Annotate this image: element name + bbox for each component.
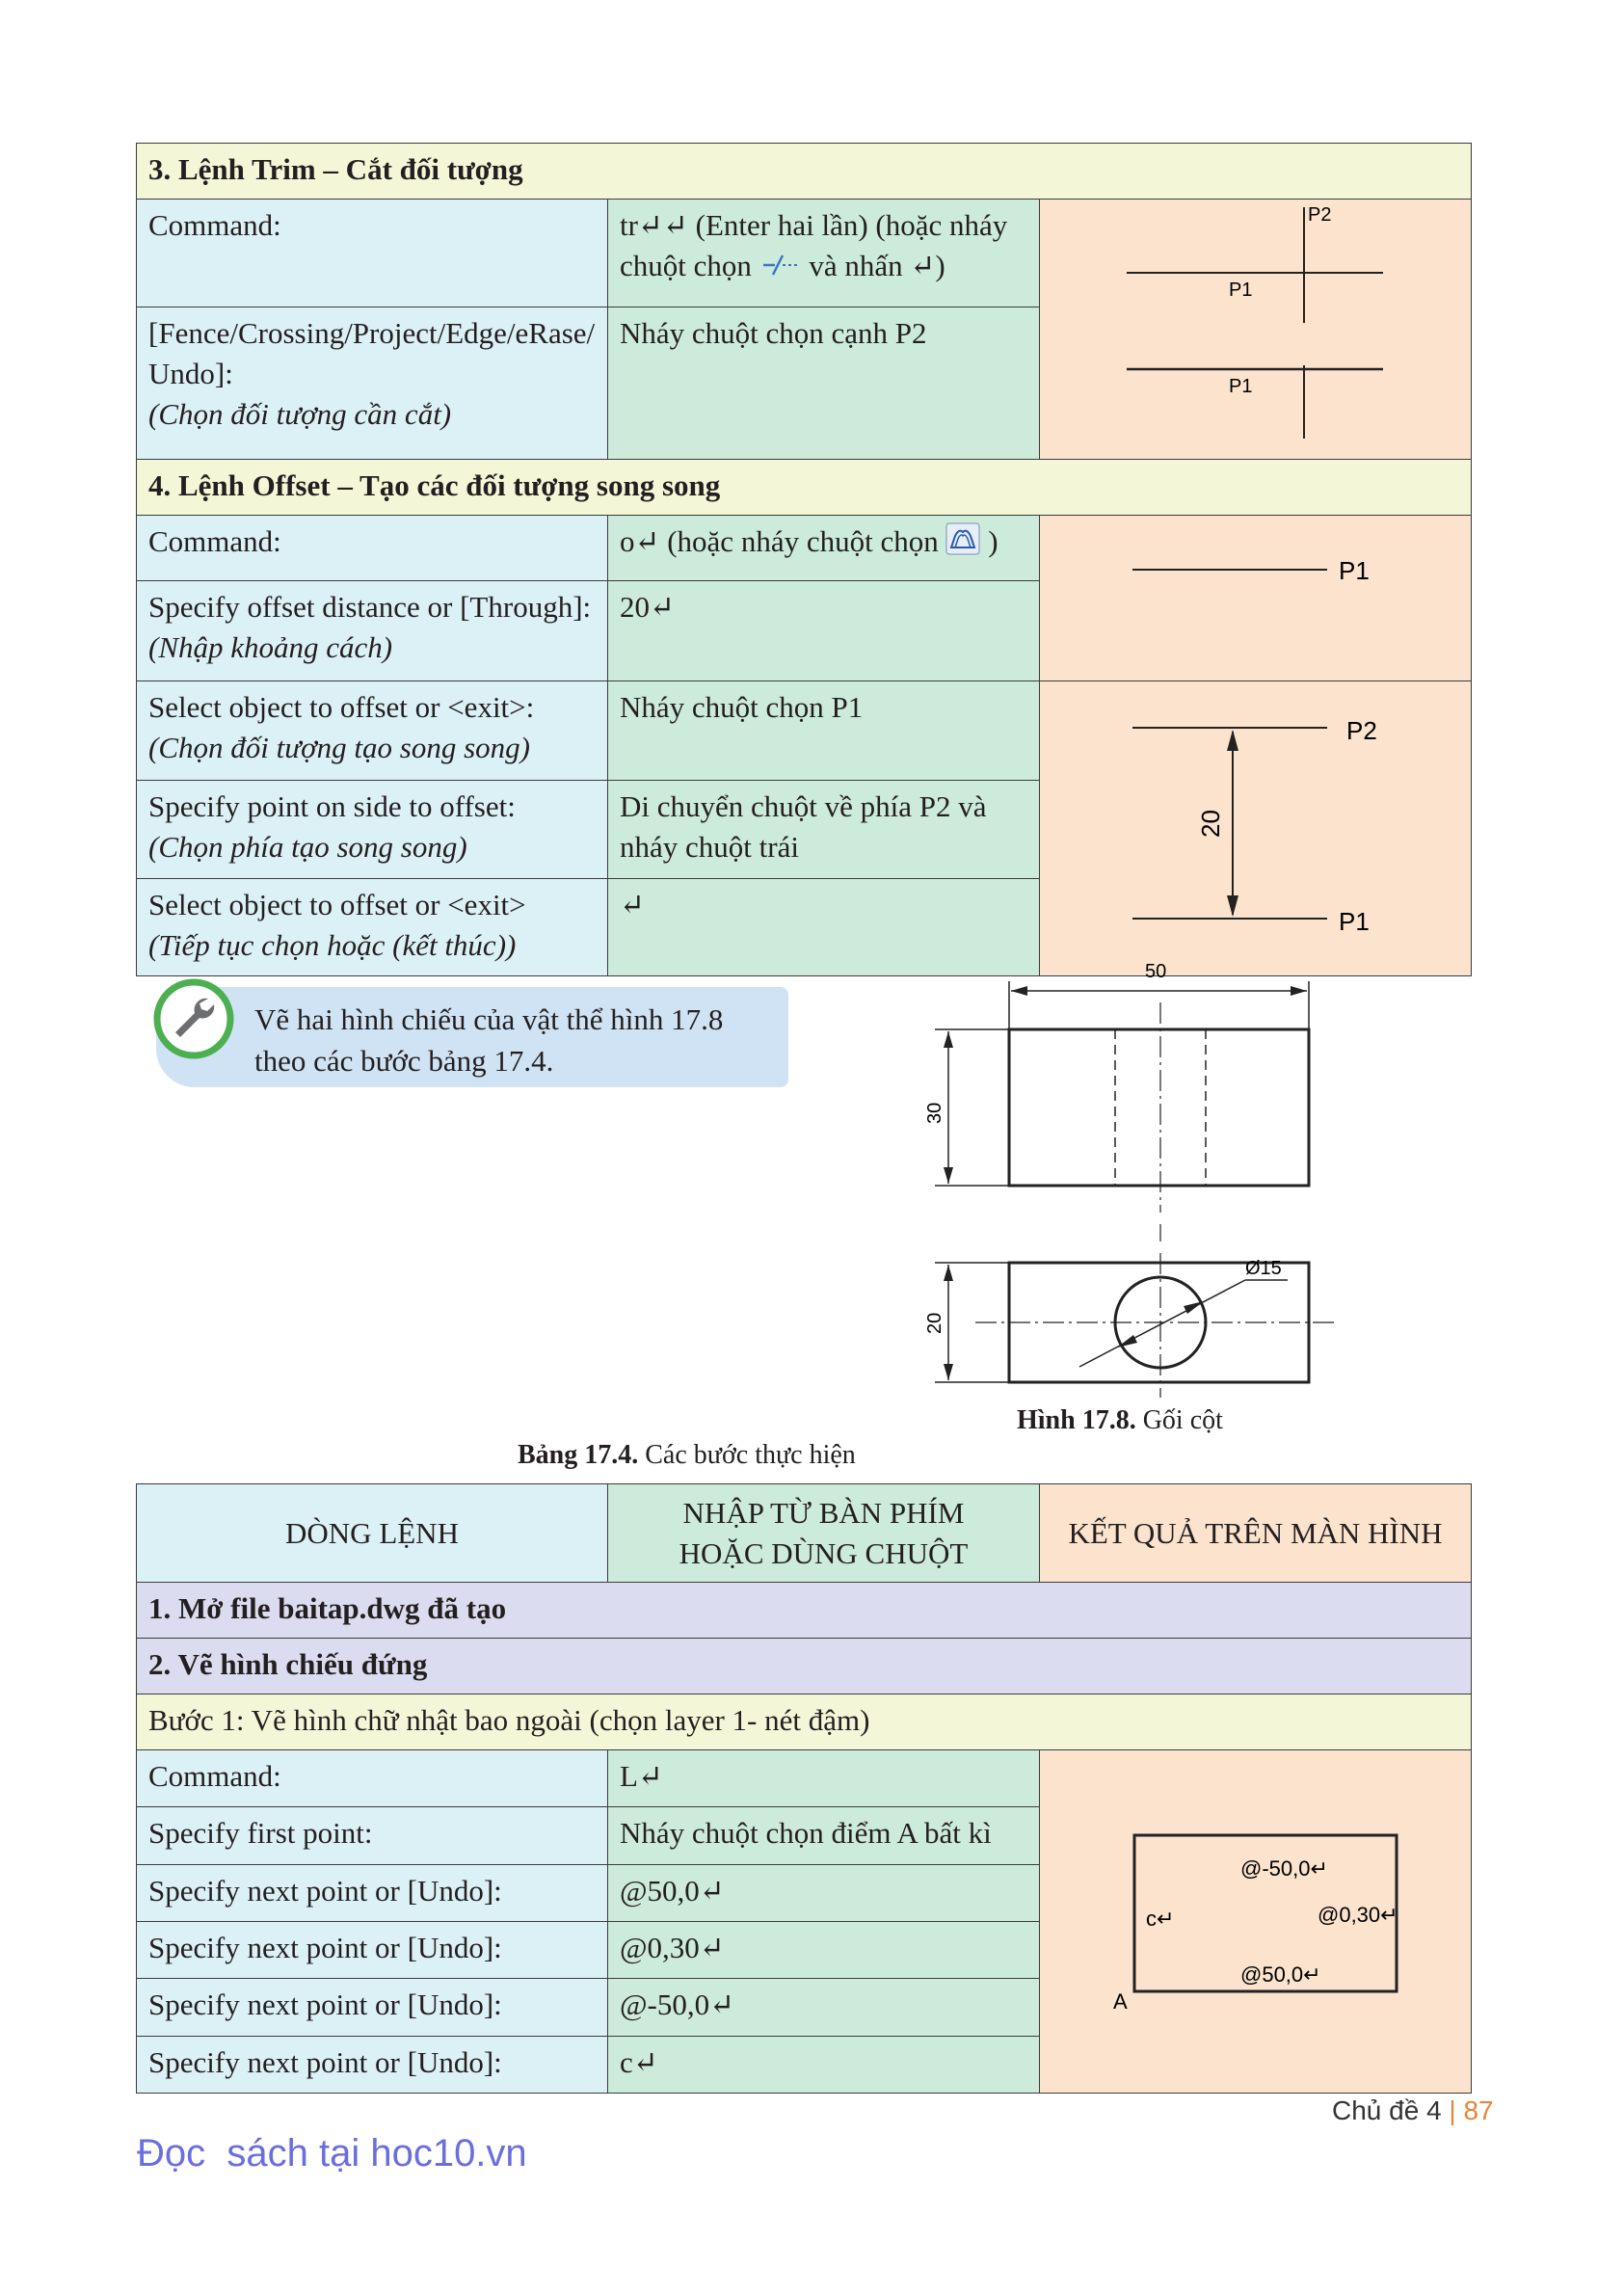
- steps-table: [136, 1483, 1472, 2094]
- offset-result-diagram-1: [1040, 516, 1472, 681]
- offset-distance-input: 20↵: [608, 580, 1040, 680]
- command-table-trim-offset: [136, 143, 1472, 976]
- table-row-cmd: Specify next point or [Undo]:: [137, 1864, 608, 1921]
- figure-caption: Hình 17.8. Gối cột: [1017, 1405, 1223, 1435]
- header-result: KẾT QUẢ TRÊN MÀN HÌNH: [1040, 1484, 1472, 1583]
- offset-result-diagram-2: [1040, 681, 1472, 976]
- rectangle-diagram: [1040, 1750, 1470, 2082]
- dim-width-label: 50: [1145, 961, 1167, 982]
- page-number: 87: [1463, 2095, 1494, 2125]
- offset-command-cell: Command:: [137, 516, 608, 581]
- table-row-cmd: Command:: [137, 1750, 608, 1807]
- offset-dimension-diagram: [1040, 681, 1470, 965]
- offset-side-input: Di chuyển chuột về phía P2 và nháy chuột trái: [608, 780, 1040, 879]
- trim-command-input: tr↵↵ (Enter hai lần) (hoặc nháy chuột chọn và nhấn ↵): [608, 200, 1040, 307]
- offset-line-diagram: [1040, 516, 1470, 670]
- step-open-file: 1. Mở file baitap.dwg đã tạo: [137, 1583, 1472, 1639]
- label-p1-upper: P1: [1229, 280, 1253, 301]
- trim-command-cell: Command:: [137, 200, 608, 307]
- table-row-cmd: Specify first point:: [137, 1807, 608, 1864]
- rectangle-result-diagram: [1040, 1750, 1472, 2094]
- offset-select-input: Nháy chuột chọn P1: [608, 681, 1040, 781]
- label-p2-upper: P2: [1308, 204, 1332, 226]
- topic-label: Chủ đề 4: [1332, 2095, 1442, 2125]
- practice-text: Vẽ hai hình chiếu của vật thể hình 17.8 theo các bước bảng 17.4.: [254, 1002, 724, 1078]
- header-input: NHẬP TỪ BÀN PHÍM HOẶC DÙNG CHUỘT: [608, 1484, 1040, 1583]
- offset-side-cell: Specify point on side to offset: (Chọn phía tạo song song): [137, 780, 608, 879]
- step-front-view: 2. Vẽ hình chiếu đứng: [137, 1639, 1472, 1695]
- trim-tool-icon: [759, 249, 802, 289]
- offset-exit-cell: Select object to offset or <exit> (Tiếp tục chọn hoặc (kết thúc)): [137, 879, 608, 976]
- label-offset-p1b: P1: [1339, 907, 1370, 936]
- table-row-cmd: Specify next point or [Undo]:: [137, 2036, 608, 2093]
- dim-height-label: 30: [924, 1102, 945, 1124]
- table-row-input: @-50,0↵: [608, 1979, 1040, 2036]
- trim-select-edge-cell: [Fence/Crossing/Project/Edge/eRase/ Undo]: (Chọn đối tượng cần cắt): [137, 307, 608, 459]
- label-offset-p2: P2: [1346, 716, 1377, 745]
- offset-select-cell: Select object to offset or <exit>: (Chọn đối tượng tạo song song): [137, 681, 608, 781]
- table-row-input: @50,0↵: [608, 1864, 1040, 1921]
- label-top: @-50,0↵: [1240, 1856, 1328, 1881]
- trim-diagram: [1040, 200, 1470, 448]
- table-row-input: Nháy chuột chọn điểm A bất kì: [608, 1807, 1040, 1864]
- figure-17-8-drawing: [906, 952, 1349, 1405]
- page-footer: [1332, 2094, 1494, 2128]
- label-left: c↵: [1146, 1907, 1175, 1931]
- dim-diameter-label: Ø15: [1245, 1258, 1282, 1279]
- offset-tool-icon: [945, 522, 980, 566]
- trim-select-edge-input: Nháy chuột chọn cạnh P2: [608, 307, 1040, 459]
- table-row-cmd: Specify next point or [Undo]:: [137, 1979, 608, 2036]
- wrench-icon: [152, 977, 235, 1060]
- offset-exit-input: ↵: [608, 879, 1040, 976]
- table-row-cmd: Specify next point or [Undo]:: [137, 1921, 608, 1978]
- substep-rectangle: Bước 1: Vẽ hình chữ nhật bao ngoài (chọn layer 1- nét đậm): [137, 1695, 1472, 1750]
- label-corner-a: A: [1113, 1989, 1128, 2014]
- offset-distance-cell: Specify offset distance or [Through]: (Nhập khoảng cách): [137, 580, 608, 680]
- label-right: @0,30↵: [1318, 1903, 1398, 1927]
- label-p1-lower: P1: [1229, 376, 1253, 397]
- footer-separator: |: [1449, 2095, 1456, 2125]
- section-title-trim: 3. Lệnh Trim – Cắt đối tượng: [137, 144, 1472, 200]
- header-command-line: DÒNG LỆNH: [137, 1484, 608, 1583]
- table-row-input: c↵: [608, 2036, 1040, 2093]
- table-caption: Bảng 17.4. Các bước thực hiện: [518, 1440, 856, 1470]
- table-row-input: L↵: [608, 1750, 1040, 1807]
- trim-result-diagram: [1040, 200, 1472, 460]
- offset-command-input: o↵ (hoặc nháy chuột chọn ): [608, 516, 1040, 581]
- label-offset-dim: 20: [1196, 810, 1225, 838]
- table-row-input: @0,30↵: [608, 1921, 1040, 1978]
- read-online-link[interactable]: Đọc sách tại hoc10.vn: [137, 2132, 527, 2175]
- dim-depth-label: 20: [924, 1312, 945, 1334]
- section-title-offset: 4. Lệnh Offset – Tạo các đối tượng song song: [137, 460, 1472, 516]
- label-bottom: @50,0↵: [1240, 1962, 1321, 1987]
- label-offset-p1: P1: [1339, 556, 1370, 585]
